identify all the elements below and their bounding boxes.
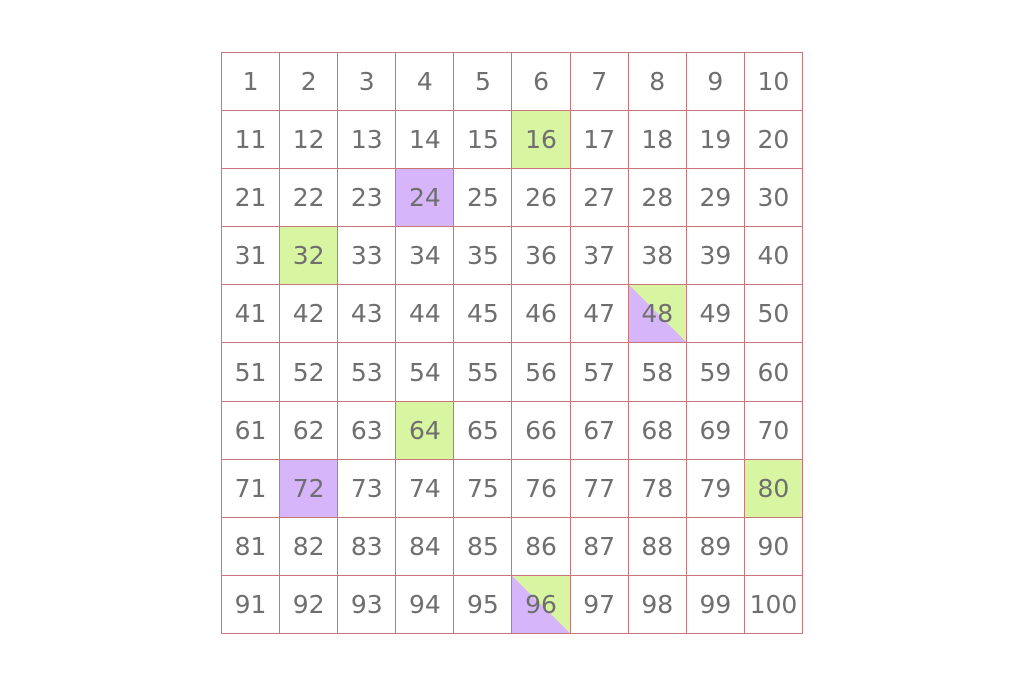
number-cell: 96 [512,576,570,634]
number-cell: 87 [571,518,629,576]
number-cell: 89 [687,518,745,576]
number-cell: 43 [338,285,396,343]
number-cell: 35 [454,227,512,285]
number-cell: 55 [454,343,512,401]
number-cell: 81 [222,518,280,576]
number-cell: 71 [222,460,280,518]
number-cell: 66 [512,402,570,460]
number-cell: 83 [338,518,396,576]
number-cell: 74 [396,460,454,518]
number-cell: 22 [280,169,338,227]
number-cell: 25 [454,169,512,227]
number-cell: 27 [571,169,629,227]
number-cell: 42 [280,285,338,343]
number-cell: 45 [454,285,512,343]
number-cell: 13 [338,111,396,169]
number-cell: 57 [571,343,629,401]
number-cell: 23 [338,169,396,227]
number-cell: 62 [280,402,338,460]
number-cell: 48 [629,285,687,343]
number-cell: 67 [571,402,629,460]
number-cell: 47 [571,285,629,343]
number-cell: 3 [338,53,396,111]
number-cell: 92 [280,576,338,634]
number-cell: 85 [454,518,512,576]
number-cell: 39 [687,227,745,285]
number-cell: 11 [222,111,280,169]
number-cell: 46 [512,285,570,343]
number-cell: 1 [222,53,280,111]
number-cell: 77 [571,460,629,518]
number-cell: 94 [396,576,454,634]
number-cell: 90 [745,518,803,576]
number-cell: 63 [338,402,396,460]
number-cell: 2 [280,53,338,111]
number-cell: 18 [629,111,687,169]
number-cell: 100 [745,576,803,634]
number-cell: 52 [280,343,338,401]
number-cell: 82 [280,518,338,576]
number-cell: 14 [396,111,454,169]
number-cell: 58 [629,343,687,401]
number-cell: 60 [745,343,803,401]
number-cell: 78 [629,460,687,518]
number-cell: 30 [745,169,803,227]
number-cell: 34 [396,227,454,285]
number-cell: 20 [745,111,803,169]
number-cell: 73 [338,460,396,518]
number-cell: 95 [454,576,512,634]
number-cell: 84 [396,518,454,576]
number-cell: 99 [687,576,745,634]
number-cell: 9 [687,53,745,111]
number-cell: 76 [512,460,570,518]
number-cell: 86 [512,518,570,576]
number-cell: 41 [222,285,280,343]
number-cell: 10 [745,53,803,111]
number-cell: 28 [629,169,687,227]
number-cell: 12 [280,111,338,169]
number-cell: 70 [745,402,803,460]
number-cell: 32 [280,227,338,285]
number-cell: 6 [512,53,570,111]
number-cell: 44 [396,285,454,343]
number-cell: 98 [629,576,687,634]
number-cell: 4 [396,53,454,111]
number-cell: 69 [687,402,745,460]
number-cell: 93 [338,576,396,634]
number-cell: 72 [280,460,338,518]
number-cell: 33 [338,227,396,285]
number-cell: 36 [512,227,570,285]
hundred-chart-grid [221,52,803,634]
number-cell: 59 [687,343,745,401]
number-cell: 64 [396,402,454,460]
number-cell: 50 [745,285,803,343]
number-cell: 40 [745,227,803,285]
number-cell: 19 [687,111,745,169]
number-cell: 68 [629,402,687,460]
number-cell: 75 [454,460,512,518]
number-cell: 24 [396,169,454,227]
number-cell: 51 [222,343,280,401]
number-cell: 8 [629,53,687,111]
number-cell: 65 [454,402,512,460]
number-cell: 79 [687,460,745,518]
number-cell: 49 [687,285,745,343]
number-cell: 88 [629,518,687,576]
number-cell: 16 [512,111,570,169]
number-cell: 61 [222,402,280,460]
number-cell: 37 [571,227,629,285]
number-cell: 97 [571,576,629,634]
number-cell: 54 [396,343,454,401]
number-cell: 17 [571,111,629,169]
number-cell: 38 [629,227,687,285]
number-cell: 29 [687,169,745,227]
number-cell: 26 [512,169,570,227]
number-cell: 5 [454,53,512,111]
number-cell: 21 [222,169,280,227]
number-cell: 91 [222,576,280,634]
number-cell: 31 [222,227,280,285]
number-cell: 53 [338,343,396,401]
number-cell: 80 [745,460,803,518]
number-cell: 56 [512,343,570,401]
number-cell: 15 [454,111,512,169]
number-cell: 7 [571,53,629,111]
